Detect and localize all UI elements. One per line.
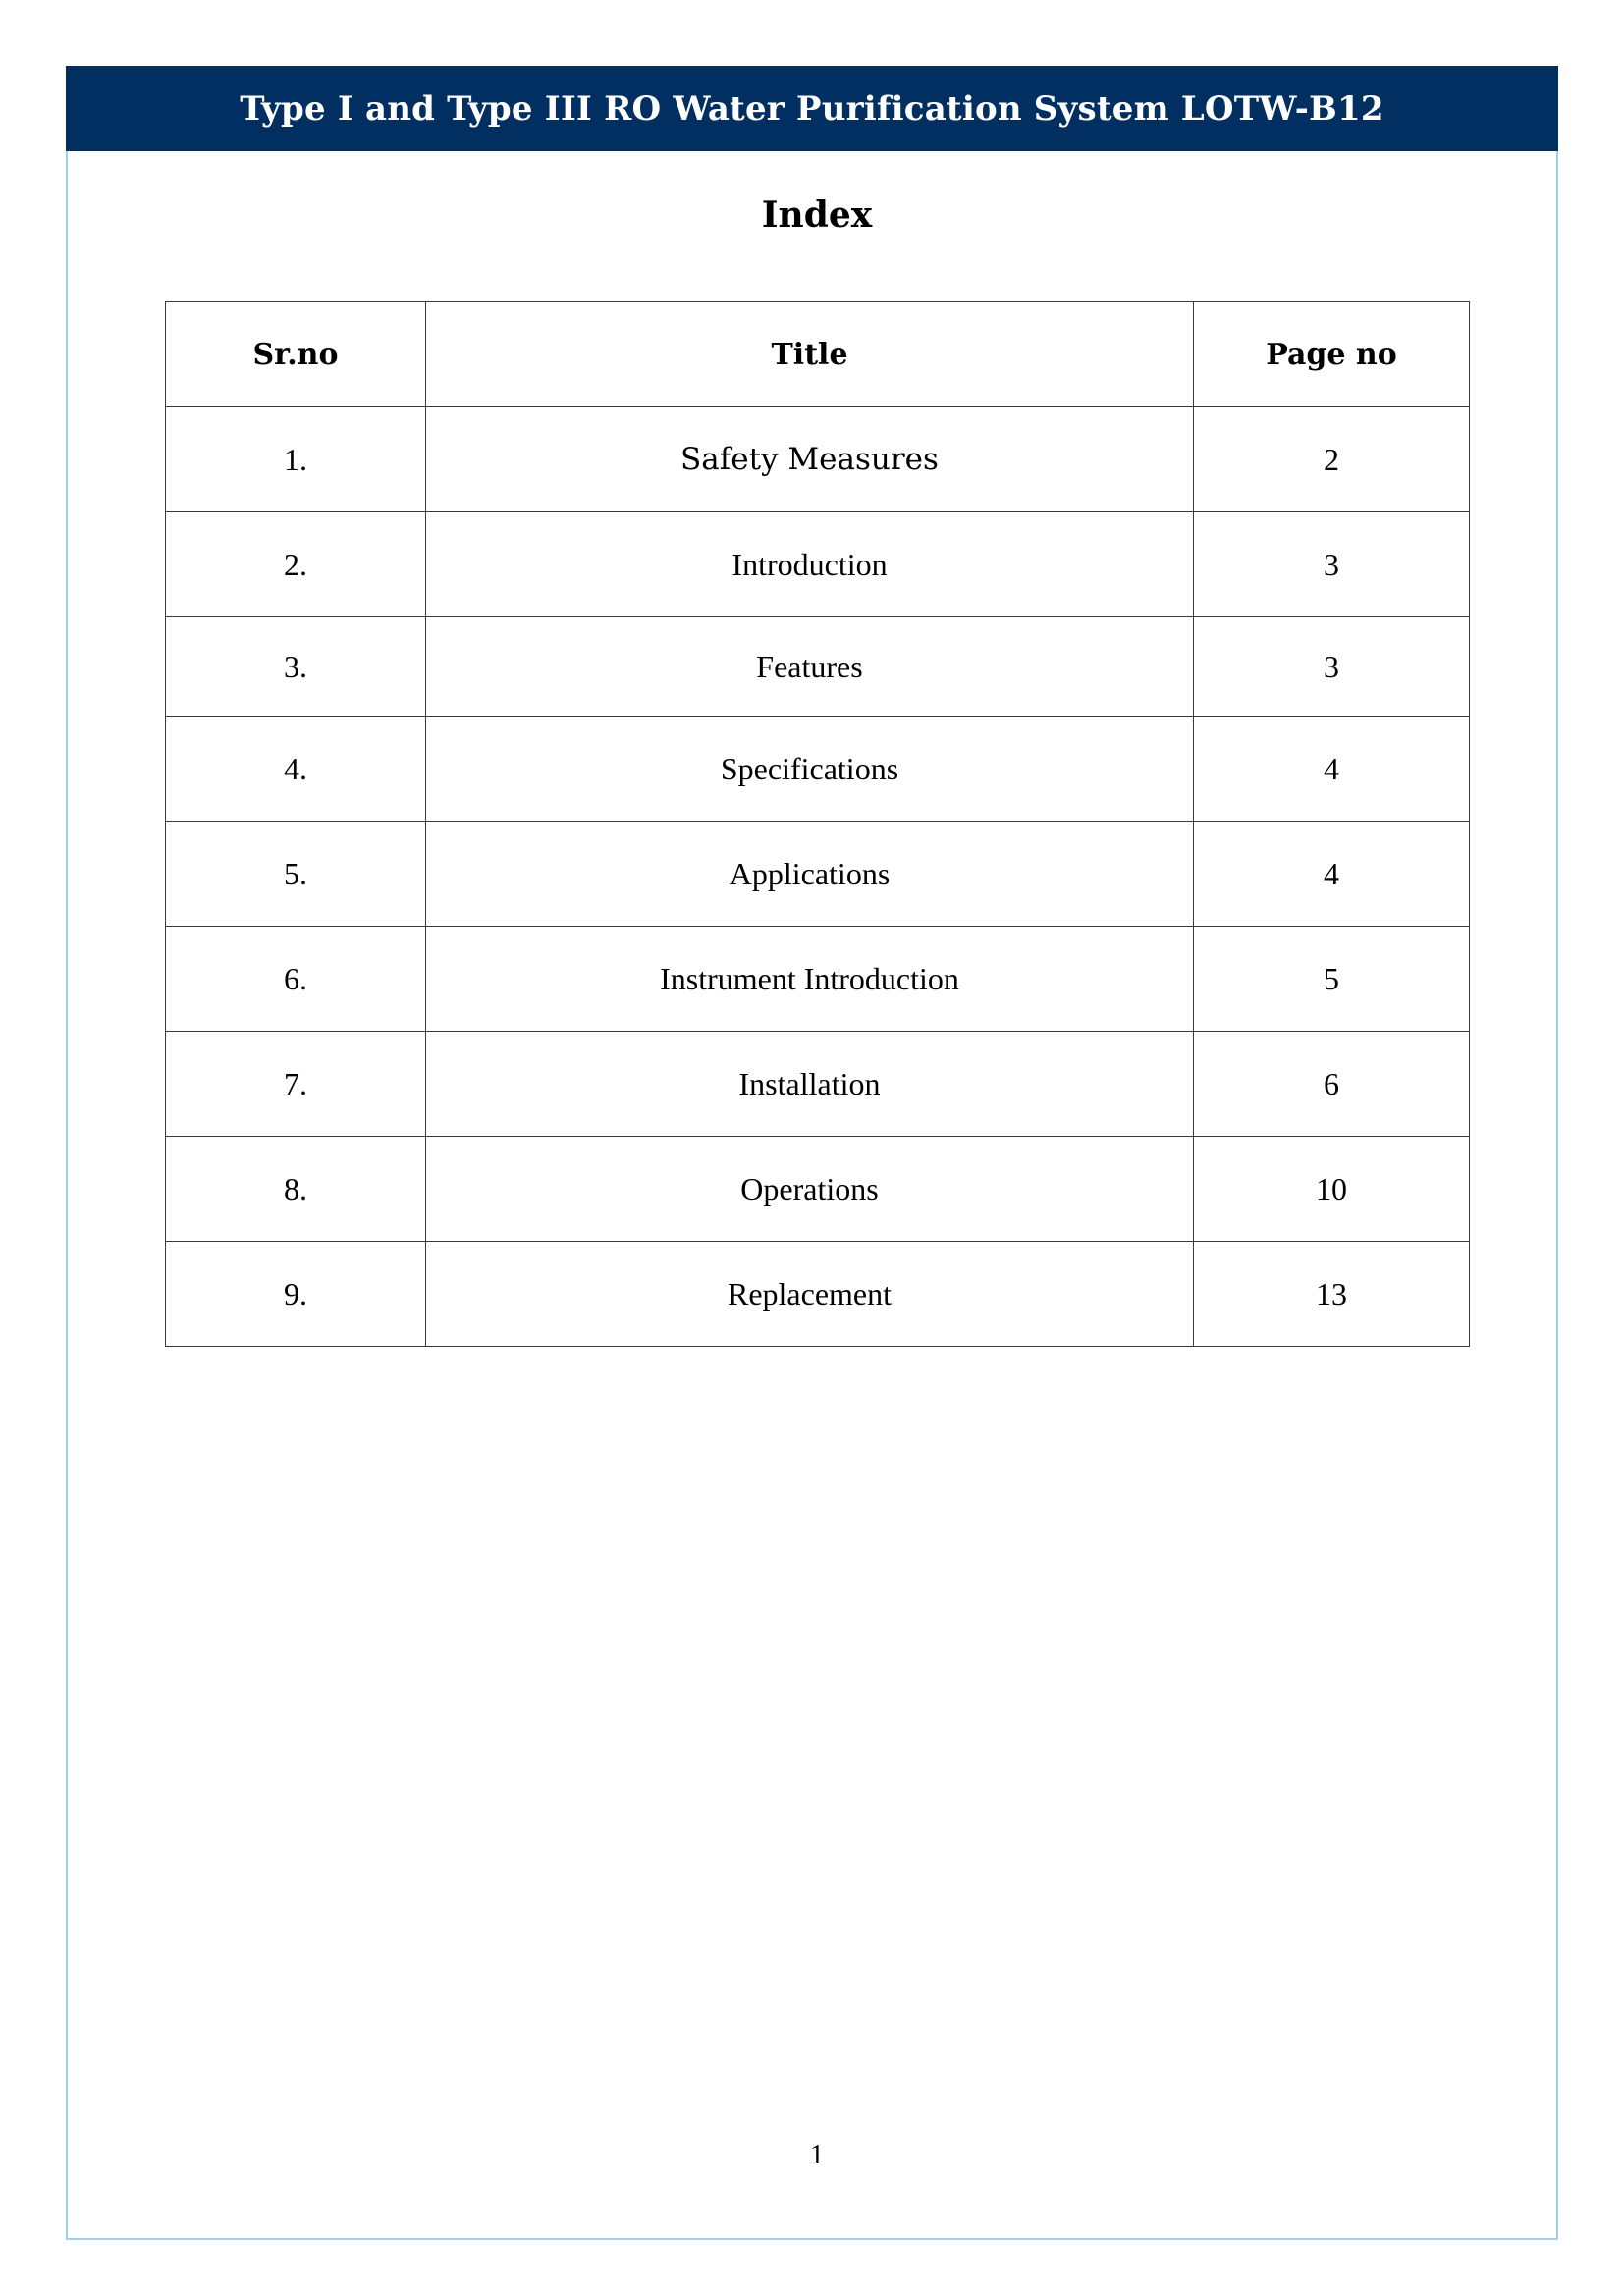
row-srno: 7. (166, 1032, 426, 1137)
row-srno: 4. (166, 717, 426, 822)
column-header-page: Page no (1194, 302, 1470, 407)
document-title: Type I and Type III RO Water Purification System LOTW-B12 (240, 88, 1384, 129)
table-row (166, 822, 1470, 927)
row-title: Operations (426, 1137, 1194, 1242)
table-row (166, 1137, 1470, 1242)
table-row (166, 927, 1470, 1032)
page-number: 1 (810, 2140, 824, 2170)
table-row (166, 617, 1470, 717)
row-srno: 8. (166, 1137, 426, 1242)
row-page: 4 (1194, 717, 1470, 822)
index-heading: Index (761, 194, 873, 236)
row-srno: 3. (166, 617, 426, 717)
row-title: Applications (426, 822, 1194, 927)
row-srno: 1. (166, 407, 426, 512)
row-page: 10 (1194, 1137, 1470, 1242)
row-title: Instrument Introduction (426, 927, 1194, 1032)
table-row (166, 407, 1470, 512)
row-srno: 2. (166, 512, 426, 617)
column-header-title: Title (426, 302, 1194, 407)
row-page: 3 (1194, 512, 1470, 617)
table-row (166, 717, 1470, 822)
row-title: Introduction (426, 512, 1194, 617)
table-row (166, 512, 1470, 617)
row-page: 6 (1194, 1032, 1470, 1137)
row-srno: 9. (166, 1242, 426, 1347)
document-header-bar (66, 66, 1558, 151)
row-title: Replacement (426, 1242, 1194, 1347)
row-page: 13 (1194, 1242, 1470, 1347)
row-title: Features (426, 617, 1194, 717)
row-srno: 5. (166, 822, 426, 927)
row-page: 4 (1194, 822, 1470, 927)
table-header-row (166, 302, 1470, 407)
table-row (166, 1242, 1470, 1347)
row-page: 5 (1194, 927, 1470, 1032)
row-title: Safety Measures (426, 407, 1194, 512)
row-title: Specifications (426, 717, 1194, 822)
index-table (165, 301, 1470, 1347)
column-header-srno: Sr.no (166, 302, 426, 407)
row-srno: 6. (166, 927, 426, 1032)
row-page: 3 (1194, 617, 1470, 717)
row-title: Installation (426, 1032, 1194, 1137)
row-page: 2 (1194, 407, 1470, 512)
table-row (166, 1032, 1470, 1137)
